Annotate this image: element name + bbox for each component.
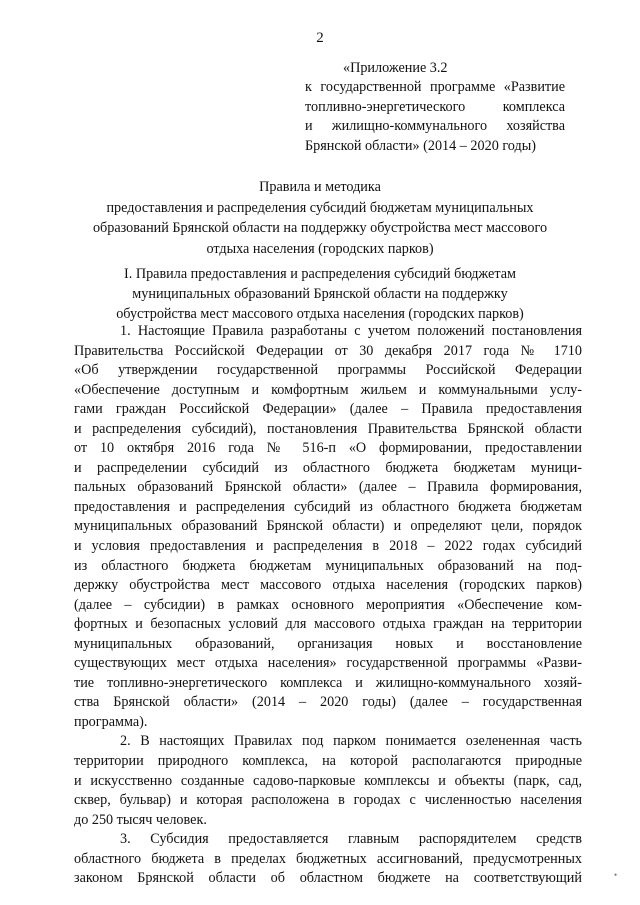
body-line: ства Брянской области» (2014 – 2020 годы) (далее – государственная bbox=[74, 694, 582, 711]
body-line: до 250 тысяч человек. bbox=[74, 811, 207, 828]
body-line: держку обустройства мест массового отдыха населения (городских парков) bbox=[74, 577, 582, 594]
title-line: Правила и методика bbox=[259, 179, 381, 195]
body-text bbox=[74, 322, 582, 889]
body-line: программа). bbox=[74, 713, 148, 730]
appendix-line: топливно-энергетического комплекса bbox=[305, 98, 565, 115]
body-line: 3. Субсидия предоставляется главным распорядителем средств bbox=[120, 831, 582, 848]
page-number: 2 bbox=[316, 30, 324, 46]
body-line: «Обеспечение доступным и комфортным жильем и коммунальными услу- bbox=[74, 381, 582, 398]
body-line: из областного бюджета бюджетам муниципальных образований на под- bbox=[74, 557, 582, 574]
title-line: образований Брянской области на поддержку обустройства мест массового bbox=[92, 220, 548, 237]
section-heading-line: муниципальных образований Брянской области на поддержку bbox=[132, 286, 508, 303]
body-line: «Об утверждении государственной программы Российской Федерации bbox=[74, 362, 582, 379]
body-line: от 10 октября 2016 года № 516-п «О формировании, предоставлении bbox=[74, 440, 582, 457]
appendix-line: Брянской области» (2014 – 2020 годы) bbox=[305, 137, 536, 154]
section-heading-line: обустройства мест массового отдыха населения (городских парков) bbox=[116, 306, 524, 323]
appendix-line: к государственной программе «Развитие bbox=[305, 79, 565, 96]
body-line: законом Брянской области об областном бюджете на соответствующий bbox=[74, 870, 582, 887]
title-line: отдыха населения (городских парков) bbox=[206, 240, 434, 257]
body-line: предоставления и распределения субсидий из областного бюджета бюджетам bbox=[74, 498, 582, 515]
body-line: муниципальных образований, организация новых и восстановление bbox=[74, 635, 582, 652]
body-line: и распределения субсидий), постановления Правительства Брянской области bbox=[74, 420, 582, 437]
body-line: муниципальных образований Брянской области) и определяют цели, порядок bbox=[74, 518, 582, 535]
document-title bbox=[60, 177, 580, 259]
title-line: предоставления и распределения субсидий бюджетам муниципальных bbox=[106, 199, 534, 216]
appendix-line: и жилищно-коммунального хозяйства bbox=[305, 118, 565, 135]
body-line: областного бюджета в пределах бюджетных ассигнований, предусмотренных bbox=[74, 850, 582, 867]
body-line: и распределении субсидий из областного бюджета бюджетам муници- bbox=[74, 459, 582, 476]
body-line: Правительства Российской Федерации от 30 декабря 2017 года № 1710 bbox=[74, 342, 582, 359]
section-heading bbox=[60, 264, 580, 325]
body-line: и условия предоставления и распределения в 2018 – 2022 годах субсидий bbox=[74, 538, 582, 555]
body-line: 1. Настоящие Правила разработаны с учетом положений постановления bbox=[120, 323, 582, 339]
body-line: 2. В настоящих Правилах под парком понимается озелененная часть bbox=[120, 733, 582, 750]
body-line: фортных и безопасных условий для массового отдыха граждан на территории bbox=[74, 616, 582, 633]
body-line: пальных образований Брянской области» (далее – Правила формирования, bbox=[74, 479, 582, 496]
body-line: и искусственно созданные садово-парковые комплексы и объекты (парк, сад, bbox=[74, 772, 582, 789]
appendix-header bbox=[305, 59, 565, 156]
body-line: гами граждан Российской Федерации» (далее – Правила предоставления bbox=[74, 401, 582, 418]
section-heading-line: I. Правила предоставления и распределения субсидий бюджетам bbox=[124, 266, 516, 282]
body-line: территории природного комплекса, на которой располагаются природные bbox=[74, 753, 582, 770]
appendix-line: «Приложение 3.2 bbox=[343, 60, 448, 76]
body-line: существующих мест отдыха населения» государственной программы «Разви- bbox=[74, 655, 582, 672]
scan-mark: • bbox=[614, 870, 618, 880]
body-line: (далее – субсидии) в рамках основного мероприятия «Обеспечение ком- bbox=[74, 596, 582, 613]
body-line: тие топливно-энергетического комплекса и жилищно-коммунального хозяй- bbox=[74, 674, 582, 691]
body-line: сквер, бульвар) и которая расположена в городах с численностью населения bbox=[74, 792, 582, 809]
